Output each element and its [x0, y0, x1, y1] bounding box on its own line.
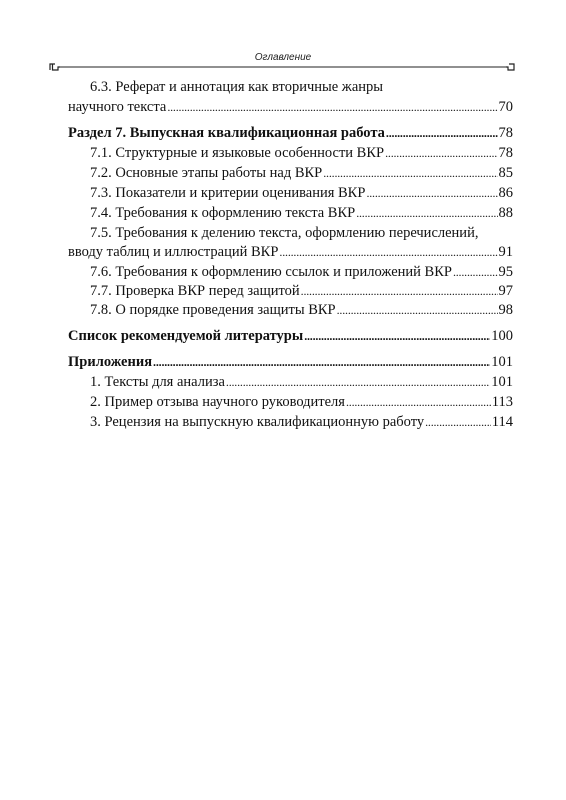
dot-leader: [366, 184, 497, 202]
toc-section-7[interactable]: Раздел 7. Выпускная квалификационная работа . . . 78: [68, 124, 513, 142]
toc-appendices[interactable]: Приложения . . . 101: [68, 353, 513, 371]
toc-entry-6-3-line1: 6.3. Реферат и аннотация как вторичные жанры: [90, 79, 384, 95]
toc-entry-6-3[interactable]: научного текста . . . 70: [68, 98, 513, 116]
dot-leader: [167, 98, 497, 116]
dot-leader: [425, 413, 491, 431]
dot-leader: [301, 282, 498, 300]
toc-entry-7-3[interactable]: 7.3. Показатели и критерии оценивания ВКР . . . 86: [90, 184, 513, 202]
dot-leader: [386, 124, 498, 142]
dot-leader: [346, 393, 491, 411]
dot-leader: [279, 243, 497, 261]
toc-entry-7-5[interactable]: вводу таблиц и иллюстраций ВКР . . . 91: [68, 243, 513, 261]
dot-leader: [453, 263, 498, 281]
dot-leader: [323, 164, 497, 182]
toc-appendix-2[interactable]: 2. Пример отзыва научного руководителя . . . 113: [90, 393, 513, 411]
toc-references[interactable]: Список рекомендуемой литературы . . . 100: [68, 327, 513, 345]
toc-entry-7-5-line1: 7.5. Требования к делению текста, оформлению перечислений,: [90, 225, 479, 241]
dot-leader: [337, 301, 498, 319]
dot-leader: [304, 327, 490, 345]
toc-entry-7-6[interactable]: 7.6. Требования к оформлению ссылок и приложений ВКР . . . 95: [90, 263, 513, 281]
dot-leader: [356, 204, 497, 222]
header-rule: [48, 56, 518, 78]
dot-leader: [226, 373, 490, 391]
toc-entry-7-4[interactable]: 7.4. Требования к оформлению текста ВКР . . . 88: [90, 204, 513, 222]
toc-entry-7-7[interactable]: 7.7. Проверка ВКР перед защитой . . . 97: [90, 282, 513, 300]
toc-entry-7-2[interactable]: 7.2. Основные этапы работы над ВКР . . . 85: [90, 164, 513, 182]
toc-appendix-3[interactable]: 3. Рецензия на выпускную квалификационную работу . . . 114: [90, 413, 513, 431]
dot-leader: [385, 144, 497, 162]
toc-appendix-1[interactable]: 1. Тексты для анализа . . . 101: [90, 373, 513, 391]
toc-entry-7-1[interactable]: 7.1. Структурные и языковые особенности ВКР . . . 78: [90, 144, 513, 162]
toc-entry-7-8[interactable]: 7.8. О порядке проведения защиты ВКР . . . 98: [90, 301, 513, 319]
dot-leader: [153, 353, 490, 371]
running-header-title: Оглавление: [254, 52, 312, 63]
